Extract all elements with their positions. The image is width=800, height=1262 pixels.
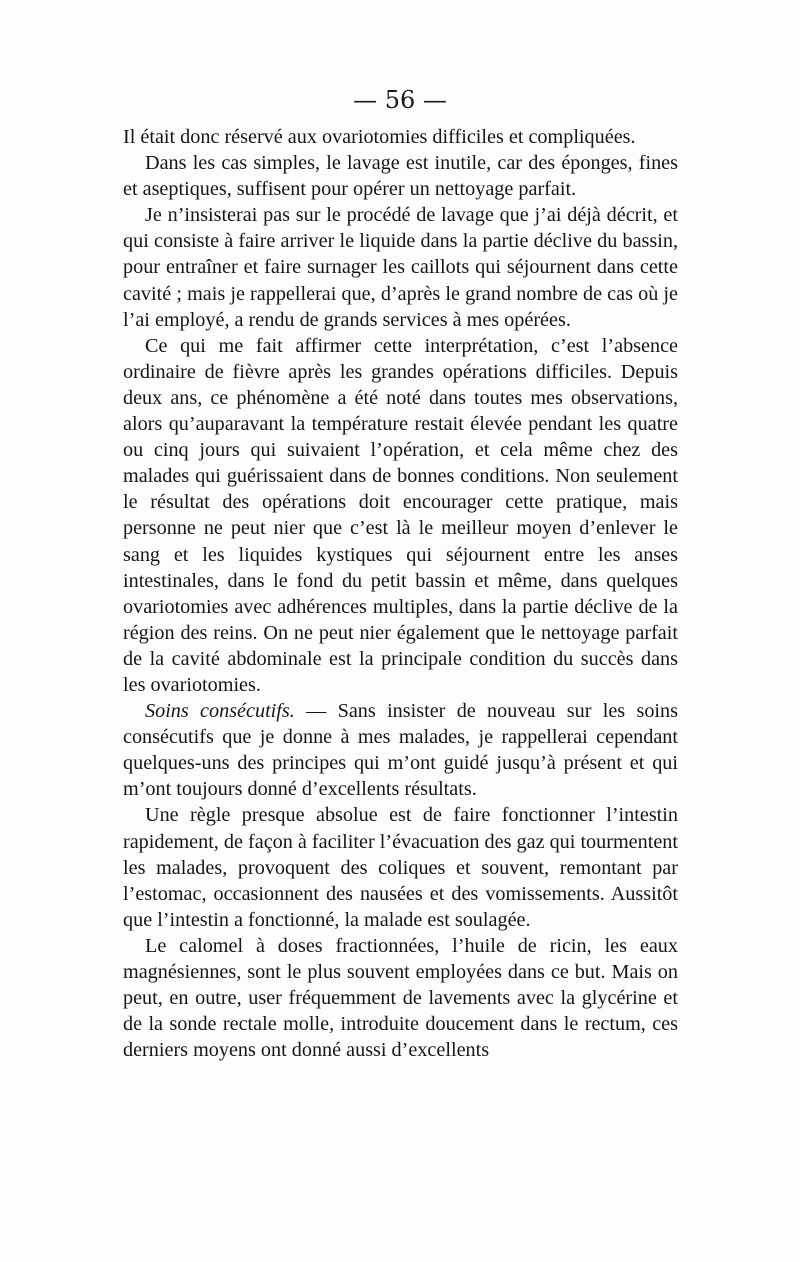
- paragraph-3: Je n’insisterai pas sur le procédé de lavage que j’ai déjà décrit, et qui consiste à faire arriver le liquide dans la partie déclive du bassin, pour entraîner et faire surnager les caillots qui séjournent dans cette cavité ; mais je rappellerai que, d’après le grand nombre de cas où je l’ai employé, a rendu de grands services à mes opérées.: [123, 204, 678, 331]
- paragraph-2: Dans les cas simples, le lavage est inutile, car des éponges, fines et aseptiques, suffisent pour opérer un nettoyage parfait.: [123, 152, 678, 201]
- paragraph-1: Il était donc réservé aux ovariotomies difficiles et compliquées.: [123, 126, 636, 148]
- page-number: — 56 —: [353, 86, 447, 114]
- paragraph-5: [123, 698, 678, 802]
- paragraph-7: Le calomel à doses fractionnées, l’huile de ricin, les eaux magnésiennes, sont le plus souvent employées dans ce but. Mais on peut, en outre, user fréquemment de lavements avec la glycérine et de la sonde rectale molle, introduite doucement dans le rectum, ces derniers moyens ont donné aussi d’excellents: [123, 934, 678, 1062]
- paragraph-4: Ce qui me fait affirmer cette interprétation, c’est l’absence ordinaire de fièvre après les grandes opérations difficiles. Depuis deux ans, ce phénomène a été noté dans toutes mes observations, alors qu’auparavant la température restait élevée pendant les quatre ou cinq jours qui suivaient l’opération, et cela même chez des malades qui guérissaient dans de bonnes conditions. Non seulement le résultat des opérations doit encourager cette pratique, mais personne ne peut nier que c’est là le meilleur moyen d’enlever le sang et les liquides kystiques qui séjournent entre les anses intestinales, dans le fond du petit bassin et même, dans quelques ovariotomies avec adhérences multiples, dans la partie déclive de la région des reins. On ne peut nier également que le nettoyage parfait de la cavité abdominale est la principale condition du succès dans les ovariotomies.: [123, 334, 678, 696]
- paragraph-6: Une règle presque absolue est de faire fonctionner l’intestin rapidement, de façon à faciliter l’évacuation des gaz qui tourmentent les malades, provoquent des coliques et souvent, remontant par l’estomac, occasionnent des nausées et des vomissements. Aussitôt que l’intestin a fonctionné, la malade est soulagée.: [123, 804, 678, 931]
- section-heading: Soins consécutifs.: [145, 700, 295, 723]
- body-text: [123, 124, 678, 1063]
- paragraph-5-body: — Sans insister de nouveau sur les soins consécutifs que je donne à mes malades, je rappellerai cependant quelques-uns des principes qui m’ont guidé jusqu’à présent et qui m’ont toujours donné d’excellents résultats.: [123, 700, 678, 801]
